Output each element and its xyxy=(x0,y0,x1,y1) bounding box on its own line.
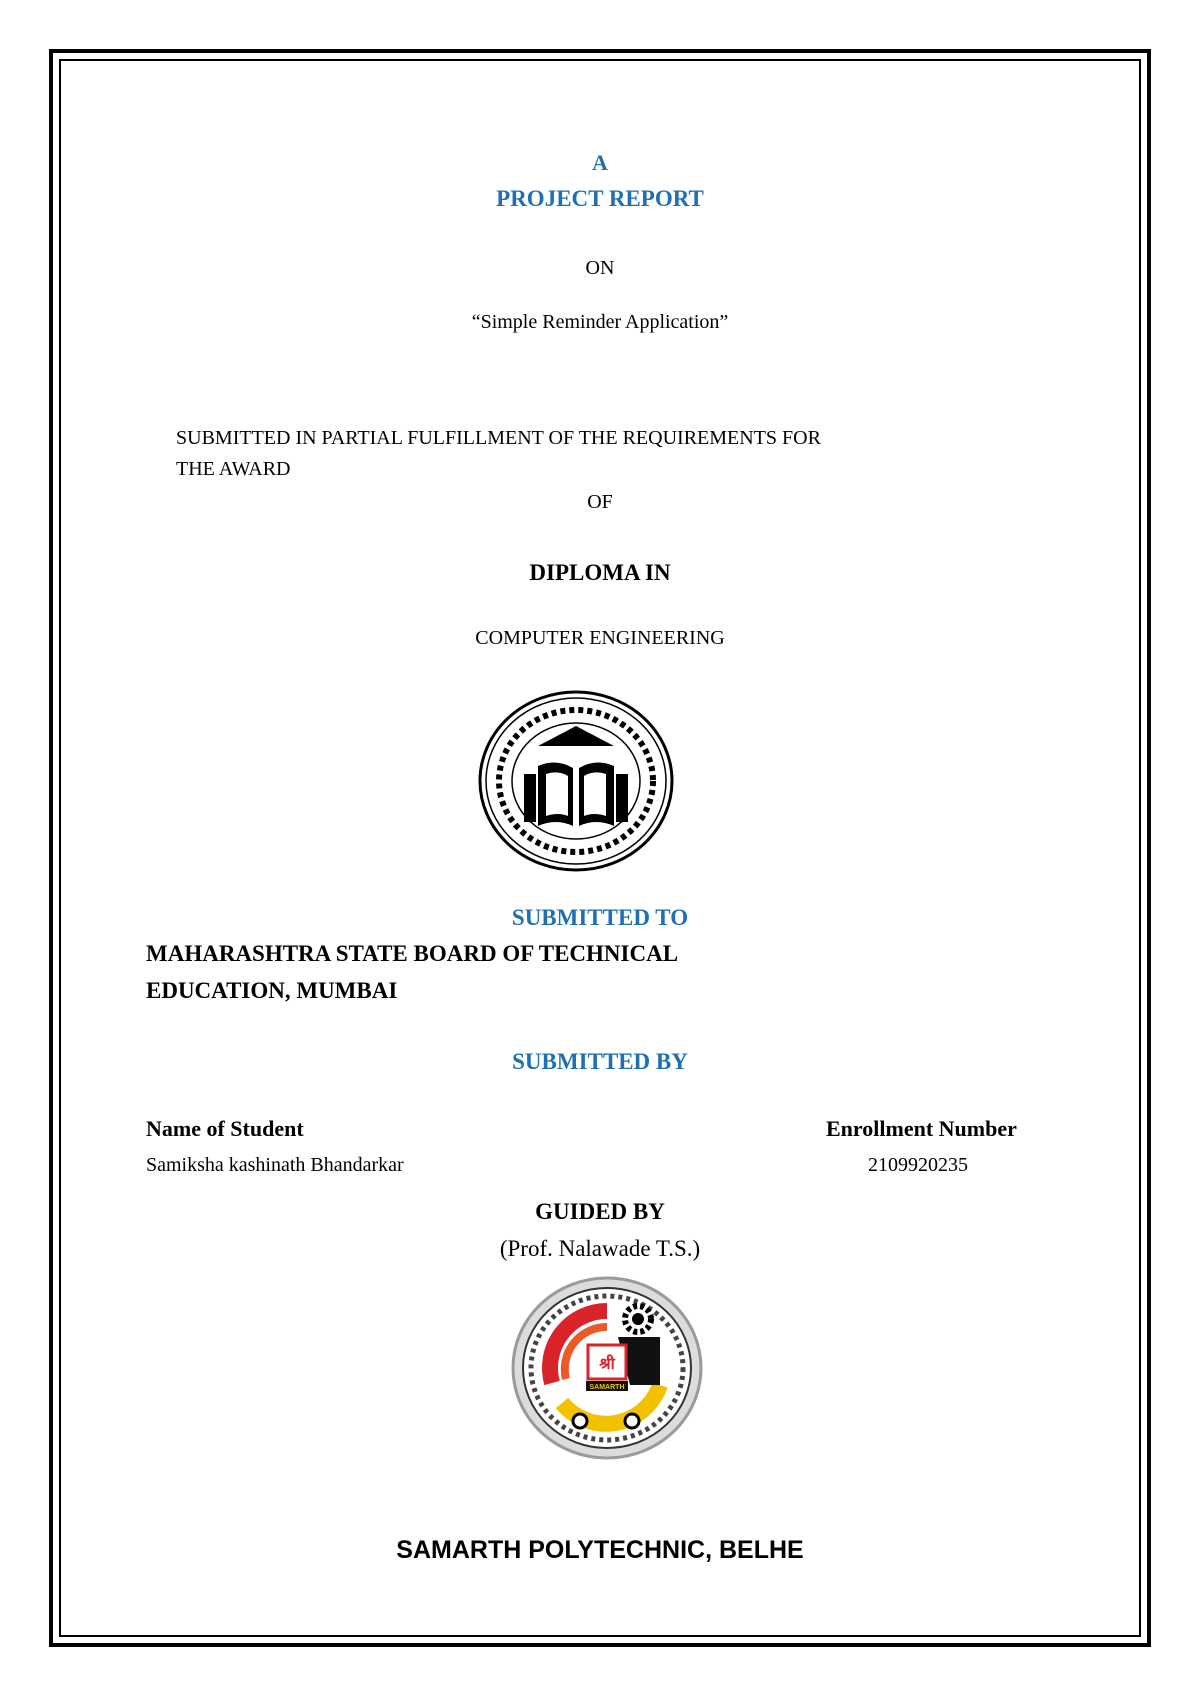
submitted-to-heading: SUBMITTED TO xyxy=(511,905,689,930)
guided-by-heading: GUIDED BY xyxy=(535,1199,665,1224)
submission-statement-line1: SUBMITTED IN PARTIAL FULFILLMENT OF THE REQUIREMENTS FOR xyxy=(176,427,821,449)
msbte-seal-icon xyxy=(476,688,676,874)
samarth-seal-icon xyxy=(510,1275,704,1461)
enrollment-number: 2109920235 xyxy=(868,1154,968,1176)
svg-text:SAMARTH: SAMARTH xyxy=(589,1384,625,1391)
submitted-by-heading: SUBMITTED BY xyxy=(512,1049,688,1074)
board-name-line1: MAHARASHTRA STATE BOARD OF TECHNICAL xyxy=(146,941,679,966)
on-label: ON xyxy=(585,257,615,279)
submission-statement-line2: THE AWARD xyxy=(176,458,291,480)
enrollment-column-header: Enrollment Number xyxy=(826,1116,1017,1141)
branch-name: COMPUTER ENGINEERING xyxy=(475,627,725,649)
student-column-header: Name of Student xyxy=(146,1116,304,1141)
svg-text:श्री: श्री xyxy=(599,1356,615,1373)
diploma-heading: DIPLOMA IN xyxy=(529,560,671,585)
guide-name: (Prof. Nalawade T.S.) xyxy=(499,1236,701,1261)
student-name: Samiksha kashinath Bhandarkar xyxy=(146,1154,404,1176)
of-label: OF xyxy=(587,491,613,513)
institute-name: SAMARTH POLYTECHNIC, BELHE xyxy=(396,1536,804,1564)
board-name-line2: EDUCATION, MUMBAI xyxy=(146,978,398,1003)
project-name: “Simple Reminder Application” xyxy=(471,311,729,333)
report-title: PROJECT REPORT xyxy=(496,186,704,211)
title-article: A xyxy=(592,150,608,175)
